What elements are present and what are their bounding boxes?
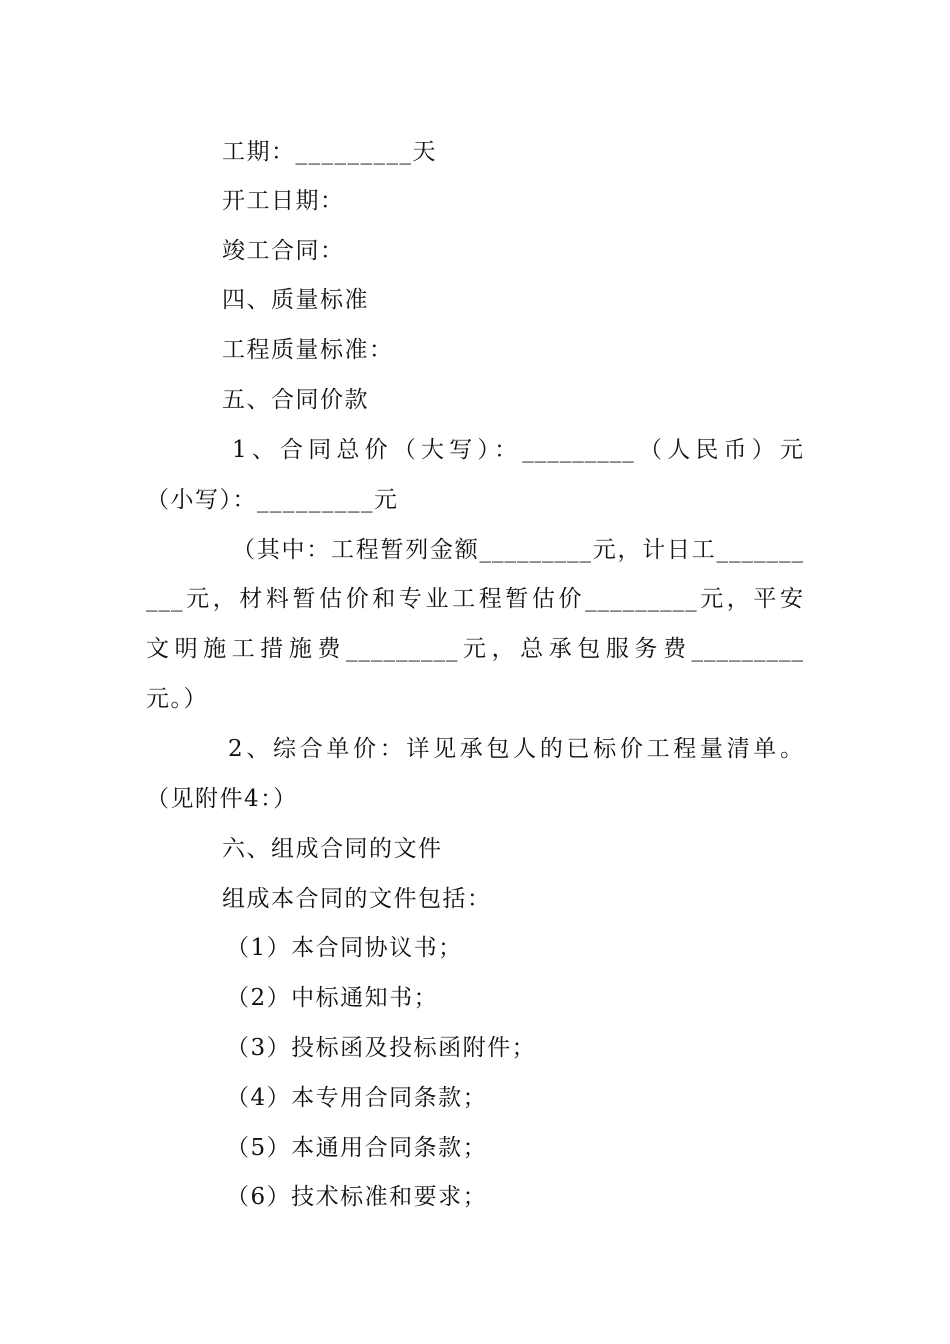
list-item: （1）本合同协议书；	[226, 935, 463, 961]
line-completion: 竣工合同：	[222, 238, 345, 264]
line-breakdown-1: （其中：工程暂列金额_________元，计日工_______	[232, 537, 804, 563]
list-item: （6）技术标准和要求；	[226, 1184, 488, 1210]
list-item: （3）投标函及投标函附件；	[226, 1035, 537, 1061]
list-item: （2）中标通知书；	[226, 985, 439, 1011]
line-total-price: 1、合同总价（大写）：_________（人民币）元	[232, 437, 804, 463]
list-item: （4）本专用合同条款；	[226, 1085, 488, 1111]
line-quality-standard: 工程质量标准：	[222, 337, 394, 363]
section-heading-quality: 四、质量标准	[222, 287, 369, 313]
line-documents-intro: 组成本合同的文件包括：	[222, 886, 492, 912]
line-annex-ref: （见附件4：）	[146, 786, 298, 812]
line-construction-period: 工期：_________天	[222, 139, 437, 165]
list-item: （5）本通用合同条款；	[226, 1135, 488, 1161]
line-total-price-small: （小写）：_________元	[146, 487, 399, 513]
line-breakdown-4: 元。）	[146, 686, 208, 712]
line-breakdown-3: 文明施工措施费_________元，总承包服务费_________	[146, 636, 804, 662]
section-heading-documents: 六、组成合同的文件	[222, 836, 443, 862]
line-breakdown-2: ___元，材料暂估价和专业工程暂估价_________元，平安	[146, 586, 804, 612]
section-heading-price: 五、合同价款	[222, 387, 369, 413]
line-unit-price: 2、综合单价：详见承包人的已标价工程量清单。	[228, 736, 804, 762]
line-start-date: 开工日期：	[222, 188, 345, 214]
